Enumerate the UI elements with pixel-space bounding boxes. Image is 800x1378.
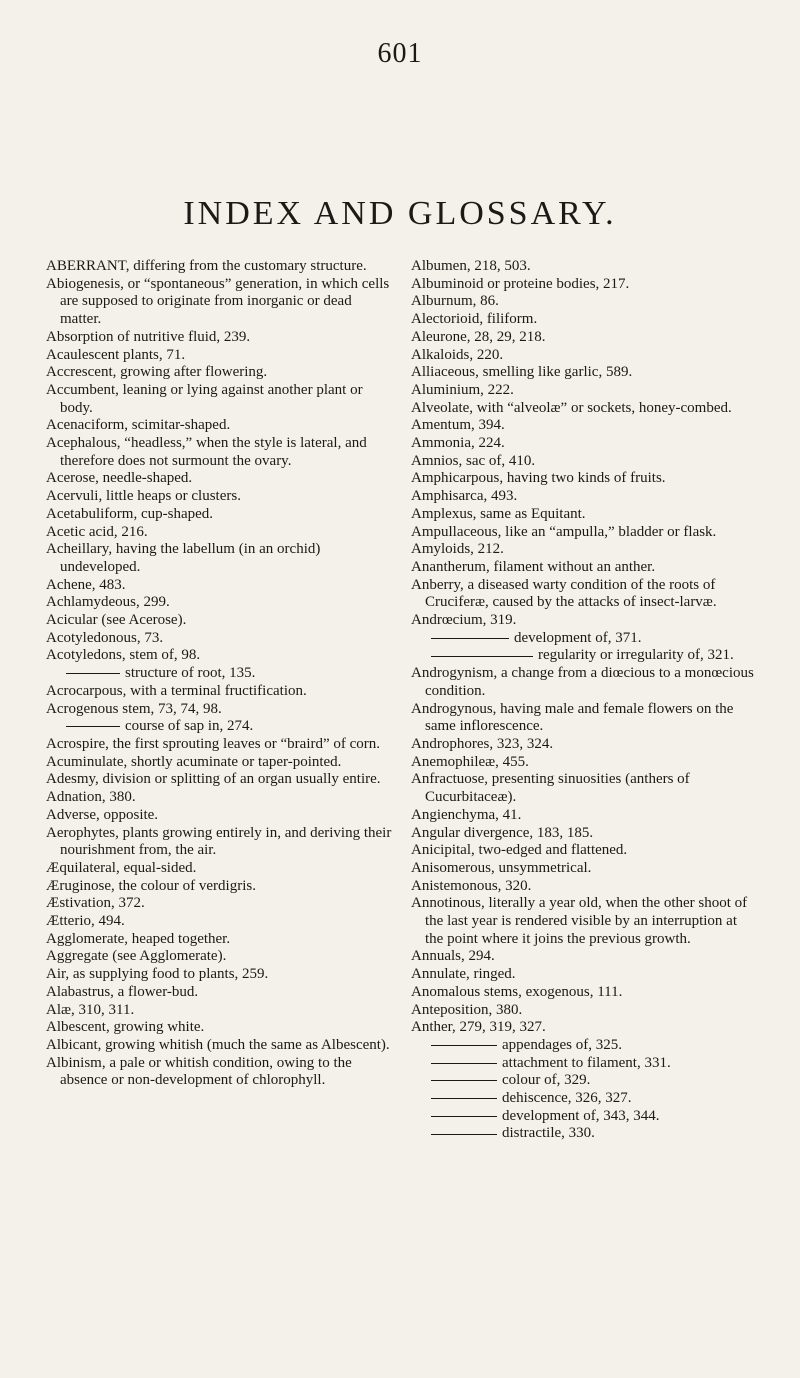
index-entry <box>411 860 756 878</box>
index-column-right <box>411 258 756 1143</box>
index-entry <box>411 842 756 860</box>
index-entry <box>411 984 756 1002</box>
index-entry <box>46 931 396 949</box>
index-entry <box>411 771 756 806</box>
index-entry-text: Acrocarpous, with a terminal fructification. <box>46 682 307 699</box>
index-entry-text: appendages of, 325. <box>502 1036 622 1053</box>
index-entry-text: Acetic acid, 216. <box>46 523 148 540</box>
index-entry-text: Albumen, 218, 503. <box>411 258 531 274</box>
page-number: 601 <box>377 38 423 69</box>
index-entry <box>46 630 396 648</box>
index-entry-text: Alliaceous, smelling like garlic, 589. <box>411 364 633 381</box>
index-entry <box>411 435 756 453</box>
index-entry-text: Accrescent, growing after flowering. <box>46 364 268 381</box>
index-entry <box>46 807 396 825</box>
ditto-dash <box>431 1134 497 1135</box>
index-entry <box>411 807 756 825</box>
index-entry-text: colour of, 329. <box>502 1072 591 1089</box>
index-entry <box>46 984 396 1002</box>
index-entry <box>46 364 396 382</box>
index-entry-text: Amplexus, same as Equitant. <box>411 505 586 522</box>
index-entry <box>46 524 396 542</box>
index-entry-text: Ammonia, 224. <box>411 435 505 452</box>
index-entry <box>411 453 756 471</box>
index-entry <box>411 1002 756 1020</box>
index-entry-text: Anicipital, two-edged and flattened. <box>411 842 628 859</box>
index-entry-text: Amyloids, 212. <box>411 541 504 558</box>
index-entry <box>46 382 396 417</box>
index-entry-text: Acicular (see Acerose). <box>46 612 187 629</box>
index-entry <box>46 895 396 913</box>
index-entry-text: Aluminium, 222. <box>411 381 514 398</box>
index-entry-text: Anantherum, filament without an anther. <box>411 558 656 575</box>
index-entry-text: Acrospire, the first sprouting leaves or “braird” of corn. <box>46 735 381 752</box>
index-entry <box>411 488 756 506</box>
index-entry <box>46 948 396 966</box>
index-entry-text: Air, as supplying food to plants, 259. <box>46 966 269 983</box>
index-entry <box>411 647 756 665</box>
index-entry <box>411 417 756 435</box>
index-entry <box>411 736 756 754</box>
ditto-dash <box>431 656 533 657</box>
index-entry <box>46 789 396 807</box>
index-entry-text: Alæ, 310, 311. <box>46 1001 135 1018</box>
ditto-dash <box>431 1045 497 1046</box>
index-entry-text: Amnios, sac of, 410. <box>411 452 536 469</box>
index-entry <box>46 1019 396 1037</box>
index-entry <box>46 276 396 329</box>
index-entry <box>411 506 756 524</box>
ditto-dash <box>431 1116 497 1117</box>
index-entry <box>46 665 396 683</box>
index-entry-text: Adverse, opposite. <box>46 806 159 823</box>
index-entry <box>411 400 756 418</box>
index-entry <box>411 948 756 966</box>
index-entry <box>411 630 756 648</box>
index-entry <box>411 311 756 329</box>
index-entry <box>46 612 396 630</box>
index-entry-text: Alkaloids, 220. <box>411 346 504 363</box>
index-entry <box>411 258 756 276</box>
index-entry-text: Anistemonous, 320. <box>411 877 532 894</box>
index-entry-text: Adnation, 380. <box>46 789 136 806</box>
index-entry-text: Acephalous, “headless,” when the style is lateral, and therefore does not surmount the ovary. <box>46 435 367 469</box>
index-entry <box>411 347 756 365</box>
index-entry-text: Adesmy, division or splitting of an organ usually entire. <box>46 771 381 788</box>
index-entry <box>411 276 756 294</box>
index-entry <box>46 701 396 719</box>
index-entry <box>411 382 756 400</box>
index-entry <box>411 524 756 542</box>
index-entry-text: Andrœcium, 319. <box>411 612 517 629</box>
index-entry-text: development of, 343, 344. <box>502 1107 660 1124</box>
index-entry-text: Anfractuose, presenting sinuosities (anthers of Cucurbitaceæ). <box>411 771 690 806</box>
index-entry-text: Accumbent, leaning or lying against another plant or body. <box>46 381 363 416</box>
index-entry-text: Acotyledons, stem of, 98. <box>46 647 201 664</box>
index-entry-text: Ætterio, 494. <box>46 913 125 930</box>
index-entry <box>46 683 396 701</box>
index-entry <box>46 860 396 878</box>
index-entry-text: Anther, 279, 319, 327. <box>411 1019 546 1036</box>
index-entry-text: Albinism, a pale or whitish condition, owing to the absence or non-development of chlorophyll. <box>46 1054 352 1089</box>
index-entry-text: Albescent, growing white. <box>46 1019 205 1036</box>
index-entry-text: Acotyledonous, 73. <box>46 629 164 646</box>
index-entry-text: Anomalous stems, exogenous, 111. <box>411 983 623 1000</box>
index-entry <box>46 488 396 506</box>
index-entry-text: Acenaciform, scimitar-shaped. <box>46 417 231 434</box>
index-entry <box>46 541 396 576</box>
index-entry <box>411 665 756 700</box>
index-entry <box>411 559 756 577</box>
index-entry <box>411 1072 756 1090</box>
index-column-left <box>46 258 396 1090</box>
ditto-dash <box>66 673 120 674</box>
index-entry-text: Aleurone, 28, 29, 218. <box>411 328 546 345</box>
index-entry-text: Alabastrus, a flower-bud. <box>46 983 199 1000</box>
index-entry-text: Acrogenous stem, 73, 74, 98. <box>46 700 222 717</box>
index-entry <box>46 577 396 595</box>
index-entry-text: Achene, 483. <box>46 576 126 593</box>
index-entry-text: Androphores, 323, 324. <box>411 735 554 752</box>
index-entry <box>411 541 756 559</box>
index-entry-text: distractile, 330. <box>502 1125 595 1142</box>
index-entry-text: regularity or irregularity of, 321. <box>538 647 734 664</box>
index-entry <box>46 966 396 984</box>
index-entry-text: Absorption of nutritive fluid, 239. <box>46 328 251 345</box>
index-entry-text: Alectorioid, filiform. <box>411 311 538 328</box>
index-entry <box>411 1108 756 1126</box>
index-entry <box>411 754 756 772</box>
index-entry-text: Acaulescent plants, 71. <box>46 346 186 363</box>
index-entry <box>46 506 396 524</box>
index-entry <box>46 878 396 896</box>
index-entry <box>411 470 756 488</box>
index-entry-text: Anemophileæ, 455. <box>411 753 529 770</box>
index-entry <box>411 966 756 984</box>
index-entry <box>46 1037 396 1055</box>
ditto-dash <box>66 726 120 727</box>
index-entry <box>46 1002 396 1020</box>
ditto-dash <box>431 1080 497 1081</box>
index-entry-text: Annulate, ringed. <box>411 966 516 983</box>
index-entry-text: Angular divergence, 183, 185. <box>411 824 594 841</box>
index-entry-text: Amentum, 394. <box>411 417 505 434</box>
index-entry-text: Acerose, needle-shaped. <box>46 470 193 487</box>
index-entry <box>46 647 396 665</box>
index-entry <box>411 1055 756 1073</box>
index-entry <box>46 329 396 347</box>
index-entry-text: Albicant, growing whitish (much the same as Albescent). <box>46 1036 390 1053</box>
index-entry <box>46 594 396 612</box>
page-title: INDEX AND GLOSSARY. <box>183 194 617 232</box>
index-entry-text: Angienchyma, 41. <box>411 806 522 823</box>
index-entry-text: Annuals, 294. <box>411 948 495 965</box>
index-entry-text: ABERRANT, differing from the customary structure. <box>46 258 367 274</box>
index-entry-text: Alburnum, 86. <box>411 293 499 310</box>
index-entry-text: Acheillary, having the labellum (in an orchid) undeveloped. <box>46 541 321 575</box>
index-entry <box>46 470 396 488</box>
index-entry <box>46 435 396 470</box>
index-entry <box>411 1125 756 1143</box>
index-entry-text: Ampullaceous, like an “ampulla,” bladder or flask. <box>411 523 717 540</box>
ditto-dash <box>431 1098 497 1099</box>
index-entry-text: Androgynous, having male and female flowers on the same inflorescence. <box>411 700 734 735</box>
index-entry <box>411 577 756 612</box>
ditto-dash <box>431 1063 497 1064</box>
index-entry <box>411 825 756 843</box>
index-entry <box>411 1019 756 1037</box>
index-entry <box>411 329 756 347</box>
index-entry <box>411 1090 756 1108</box>
index-entry <box>46 1055 396 1090</box>
index-entry-text: Anteposition, 380. <box>411 1001 523 1018</box>
index-entry-text: structure of root, 135. <box>125 665 256 682</box>
index-entry-text: Abiogenesis, or “spontaneous” generation, in which cells are supposed to originate from inorganic or dead matter. <box>46 275 390 328</box>
index-entry <box>46 825 396 860</box>
index-entry-text: Achlamydeous, 299. <box>46 594 170 611</box>
index-entry-text: attachment to filament, 331. <box>502 1054 671 1071</box>
index-entry-text: Acuminulate, shortly acuminate or taper-pointed. <box>46 753 342 770</box>
index-entry-text: Acervuli, little heaps or clusters. <box>46 488 241 505</box>
index-entry-text: Æruginose, the colour of verdigris. <box>46 877 256 894</box>
index-entry <box>46 754 396 772</box>
index-entry-text: Alveolate, with “alveolæ” or sockets, honey-combed. <box>411 399 732 416</box>
index-entry <box>46 347 396 365</box>
index-entry-text: dehiscence, 326, 327. <box>502 1090 632 1107</box>
index-entry <box>411 701 756 736</box>
index-entry-text: Æquilateral, equal-sided. <box>46 859 197 876</box>
index-entry <box>46 736 396 754</box>
index-entry-text: Anisomerous, unsymmetrical. <box>411 859 592 876</box>
index-entry-text: Aggregate (see Agglomerate). <box>46 948 227 965</box>
index-entry-text: Anberry, a diseased warty condition of the roots of Cruciferæ, caused by the attacks of insect-larvæ. <box>411 576 717 611</box>
index-entry-text: Albuminoid or proteine bodies, 217. <box>411 275 630 292</box>
index-entry-text: Androgynism, a change from a diœcious to a monœcious condition. <box>411 665 754 699</box>
index-entry <box>411 293 756 311</box>
index-entry-text: Æstivation, 372. <box>46 895 145 912</box>
index-entry <box>411 612 756 630</box>
index-entry-text: course of sap in, 274. <box>125 718 254 735</box>
index-entry-text: Acetabuliform, cup-shaped. <box>46 505 214 522</box>
index-entry-text: Agglomerate, heaped together. <box>46 930 231 947</box>
index-entry <box>411 1037 756 1055</box>
index-entry-text: Aerophytes, plants growing entirely in, and deriving their nourishment from, the air. <box>46 824 392 859</box>
index-entry <box>46 417 396 435</box>
index-entry <box>411 895 756 948</box>
index-entry <box>411 364 756 382</box>
index-entry <box>46 718 396 736</box>
index-entry-text: Annotinous, literally a year old, when the other shoot of the last year is rendered visible by an interruption at the point where it joins the previous growth. <box>411 895 748 947</box>
index-entry-text: Amphisarca, 493. <box>411 488 518 505</box>
index-entry-text: development of, 371. <box>514 629 642 646</box>
index-entry <box>46 913 396 931</box>
index-entry <box>46 771 396 789</box>
ditto-dash <box>431 638 509 639</box>
index-entry-text: Amphicarpous, having two kinds of fruits. <box>411 470 666 487</box>
index-entry <box>411 878 756 896</box>
index-entry <box>46 258 396 276</box>
